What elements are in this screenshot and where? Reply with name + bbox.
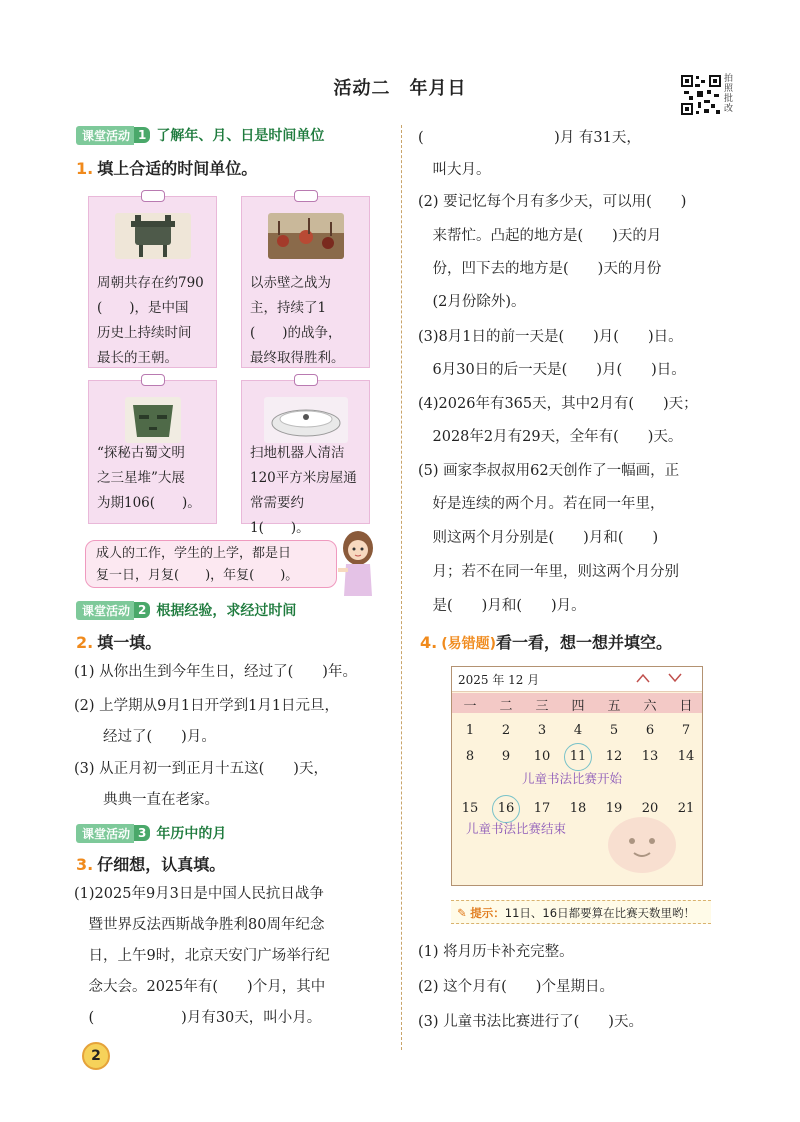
calendar-title: 2025 年 12 月 [458,673,540,687]
activity-number: 3 [134,825,150,841]
card-robot-vacuum [241,380,370,536]
q3-cont-line-5: 份，凹下去的地方是( )天的月份 [418,261,662,277]
activity-header-2 [76,600,296,620]
card-zhou-dynasty [88,196,217,368]
activity-badge: 课堂活动 [76,601,134,620]
calendar-day: 14 [677,749,695,764]
qr-label: 拍照批改 [724,74,734,114]
question-number: 4. [420,633,438,652]
clip-icon [294,190,318,202]
q2-line-4: (3) 从正月初一到正月十五这( )天， [74,761,328,777]
question-4-heading [420,630,672,653]
activity-number: 2 [134,602,150,618]
bronze-ding-icon [115,213,191,259]
q3-line-3: 日，上午9时，北京天安门广场举行纪 [74,948,330,964]
hint-bar [451,900,711,924]
battle-painting-icon [268,213,344,259]
q4-line-2: (2) 这个月有( )个星期日。 [418,979,614,995]
page-number: 2 [82,1042,110,1070]
chevron-down-icon[interactable] [668,673,682,683]
q3-cont-line-13: 则这两个月分别是( )月和( ) [418,530,659,546]
q3-line-2: 暨世界反法西斯战争胜利80周年纪念 [74,917,325,933]
q2-line-5: 典典一直在老家。 [74,792,219,808]
q3-cont-line-12: 好是连续的两个月。若在同一年里， [418,496,665,512]
calendar-day: 17 [533,801,551,816]
calendar-day: 18 [569,801,587,816]
q3-cont-line-2: 叫大月。 [418,162,491,178]
q2-line-2: (2) 上学期从9月1日开学到1月1日元旦， [74,698,340,714]
clip-icon [141,374,165,386]
question-number: 1. [76,159,94,178]
activity-badge: 课堂活动 [76,824,134,843]
question-number: 2. [76,633,94,652]
calendar-day: 19 [605,801,623,816]
clip-icon [141,190,165,202]
card-red-cliff [241,196,370,368]
q4-line-1: (1) 将月历卡补充完整。 [418,944,574,960]
note-contest-start: 儿童书法比赛开始 [522,771,623,786]
activity-badge: 课堂活动 [76,126,134,145]
card-text: 周朝共存在约790 ( )，是中国 历史上持续时间 最长的王朝。 [97,275,204,366]
card-text: “探秘古蜀文明 之三星堆”大展 为期106( )。 [97,445,201,511]
question-2-heading [76,630,161,653]
card-text: 以赤壁之战为 主，持续了1 ( )的战争， 最终取得胜利。 [250,275,345,366]
calendar-day: 1 [465,723,475,738]
q3-cont-line-1: ( )月 有31天， [418,130,641,146]
calendar-day: 8 [465,749,475,764]
speech-bubble: 成人的工作，学生的上学，都是日 复一日，月复( )，年复( )。 [85,540,337,588]
weekday-label: 五 [607,699,621,714]
q3-cont-line-8: 6月30日的后一天是( )月( )日。 [418,362,686,378]
calendar-day: 4 [573,723,583,738]
calendar-day: 7 [681,723,691,738]
qr-code-icon[interactable] [680,74,722,116]
q2-line-3: 经过了( )月。 [74,729,216,745]
q3-cont-line-6: (2月份除外)。 [418,294,526,310]
activity-title: 年历中的月 [156,826,227,842]
calendar-day: 5 [609,723,619,738]
question-3-heading [76,852,225,875]
q3-line-1: (1)2025年9月3日是中国人民抗日战争 [74,886,324,902]
clip-icon [294,374,318,386]
q3-cont-line-9: (4)2026年有365天，其中2月有( )天； [418,396,698,412]
hint-label: 提示： [470,906,505,920]
calendar-day: 12 [605,749,623,764]
weekday-row [452,693,702,713]
calendar-day: 9 [501,749,511,764]
activity-title: 根据经验，求经过时间 [156,603,297,619]
calendar-day: 20 [641,801,659,816]
q3-cont-line-11: (5) 画家李叔叔用62天创作了一幅画，正 [418,463,680,479]
calendar-day: 2 [501,723,511,738]
q3-cont-line-15: 是( )月和( )月。 [418,598,586,614]
column-divider [401,125,402,1050]
calendar-day: 21 [677,801,695,816]
question-number: 3. [76,855,94,874]
q2-line-1: (1) 从你出生到今年生日，经过了( )年。 [74,664,357,680]
card-sanxingdui [88,380,217,524]
q3-cont-line-4: 来帮忙。凸起的地方是( )天的月 [418,228,662,244]
hint-text: 11日、16日都要算在比赛天数里哟！ [504,906,696,920]
q3-cont-line-7: (3)8月1日的前一天是( )月( )日。 [418,329,683,345]
activity-number: 1 [134,127,150,143]
calendar-day: 6 [645,723,655,738]
calendar-day-start-circled: 11 [564,743,592,771]
question-text: 仔细想，认真填。 [97,855,226,874]
weekday-label: 一 [463,699,477,714]
q3-cont-line-3: (2) 要记忆每个月有多少天，可以用( ) [418,194,687,210]
q4-line-3: (3) 儿童书法比赛进行了( )天。 [418,1014,643,1030]
question-text: 填上合适的时间单位。 [97,159,258,178]
q3-line-4: 念大会。2025年有( )个月，其中 [74,979,326,995]
activity-header-3 [76,823,226,843]
question-text: 看一看，想一想并填空。 [496,633,673,652]
q3-cont-line-14: 月；若不在同一年里，则这两个月分别 [418,564,679,580]
weekday-label: 二 [499,699,513,714]
calendar-day: 15 [461,801,479,816]
question-text: 填一填。 [97,633,162,652]
question-tag: (易错题) [441,636,497,652]
weekday-label: 三 [535,699,549,714]
weekday-label: 日 [679,699,693,714]
month-calendar [451,666,703,886]
calendar-header [452,667,702,692]
calendar-day-end-circled: 16 [492,795,520,823]
calendar-day: 10 [533,749,551,764]
chevron-up-icon[interactable] [636,673,650,683]
note-contest-end: 儿童书法比赛结束 [466,821,567,836]
calendar-day: 3 [537,723,547,738]
card-text: 扫地机器人清洁 120平方米房屋通 常需要约1( )。 [250,445,357,536]
lightbulb-icon: ✎ [457,906,467,920]
bronze-mask-icon [125,397,181,443]
mascot-decoration-icon [602,807,682,877]
activity-header-1 [76,125,324,145]
weekday-label: 四 [571,699,585,714]
q3-line-5: ( )月有30天，叫小月。 [74,1010,322,1026]
calendar-day: 13 [641,749,659,764]
weekday-label: 六 [643,699,657,714]
q3-cont-line-10: 2028年2月有29天，全年有( )天。 [418,429,683,445]
activity-title: 了解年、月、日是时间单位 [156,128,325,144]
girl-character-icon [336,528,380,598]
page-title: 活动二 年月日 [333,78,467,99]
robot-vacuum-icon [264,397,348,443]
question-1-heading [76,156,257,179]
